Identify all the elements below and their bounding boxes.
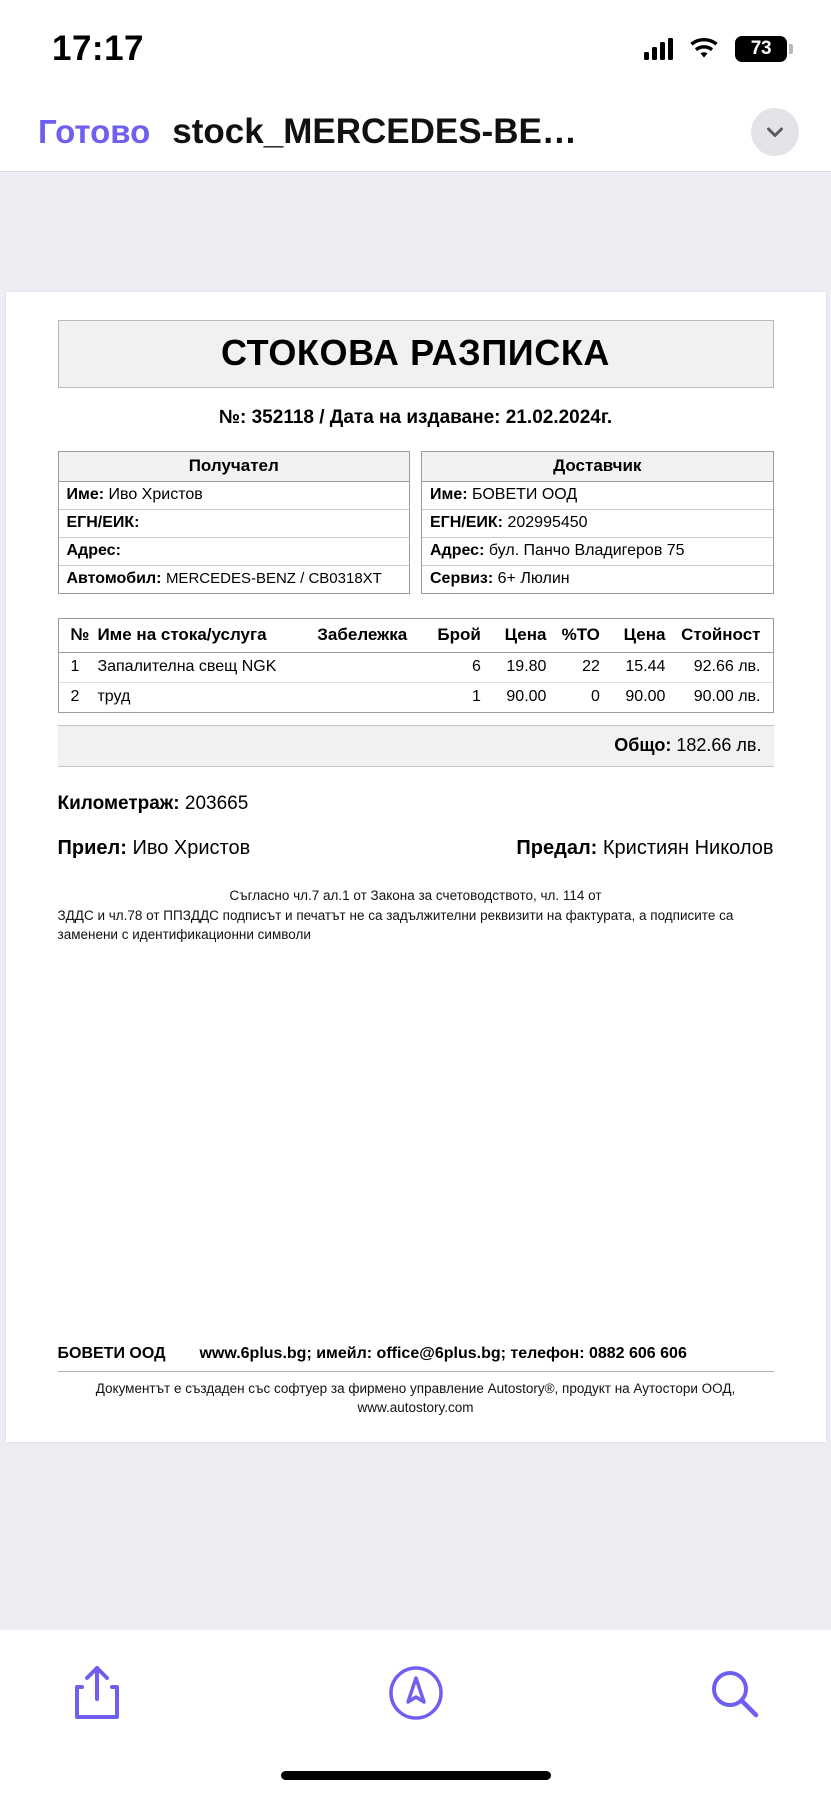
battery-level: 73 (750, 38, 772, 59)
legal-line-1: Съгласно чл.7 ал.1 от Закона за счетоводството, чл. 114 от (229, 888, 602, 903)
legal-note (58, 886, 774, 945)
table-row (59, 683, 773, 713)
mileage-value: 203665 (184, 793, 249, 814)
handed-value: Кристиян Николов (602, 837, 774, 859)
receiver-block (58, 451, 411, 594)
receiver-header: Получател (59, 452, 410, 482)
item-vat: 22 (550, 653, 603, 683)
document-scroll-area[interactable] (0, 172, 831, 1629)
item-price: 90.00 (506, 688, 547, 705)
status-bar (0, 0, 831, 92)
items-table (58, 618, 774, 713)
item-note (313, 653, 428, 683)
supplier-name-label: Име: (430, 486, 468, 503)
supplier-row-service (422, 566, 773, 593)
navigation-bar (0, 92, 831, 172)
receiver-row-name (59, 482, 410, 510)
footer-note-line-1: Документът е създаден със софтуер за фирмено управление Autostory®, продукт на Аутостори ООД, (95, 1380, 736, 1396)
mileage-label: Километраж: (57, 793, 180, 814)
item-price: 19.80 (485, 653, 551, 683)
parties-section (58, 451, 774, 594)
status-indicators (644, 30, 787, 62)
supplier-header: Доставчик (422, 452, 773, 482)
receiver-row-id (59, 510, 410, 538)
items-col-price2: Цена (604, 619, 670, 653)
supplier-block (421, 451, 774, 594)
footer-company-name: БОВЕТИ ООД (57, 1344, 166, 1362)
received-value: Иво Христов (132, 837, 251, 859)
total-band (58, 725, 774, 767)
receiver-row-vehicle (59, 566, 410, 593)
receiver-id-label: ЕГН/ЕИК: (66, 514, 140, 531)
total-label: Общо: (614, 735, 672, 755)
item-total: 92.66 лв. (669, 653, 772, 683)
items-col-note: Забележка (313, 619, 428, 653)
search-icon[interactable] (699, 1658, 769, 1728)
total-value: 182.66 лв. (676, 735, 762, 755)
items-col-price: Цена (485, 619, 551, 653)
supplier-id-value: 202995450 (507, 514, 588, 531)
items-col-no: № (59, 619, 94, 653)
received-by (58, 837, 251, 860)
receiver-vehicle-value: MERCEDES-BENZ / CB0318XT (165, 570, 382, 587)
item-total: 90.00 лв. (693, 688, 761, 705)
done-button[interactable]: Готово (38, 112, 151, 150)
footer-note-line-2: www.autostory.com (357, 1400, 474, 1416)
items-col-name: Име на стока/услуга (93, 619, 313, 653)
item-qty: 6 (428, 653, 485, 683)
item-name: труд (97, 688, 131, 705)
cellular-bars-icon (644, 38, 673, 60)
signatures-row (58, 837, 774, 860)
item-price2: 90.00 (625, 688, 666, 705)
share-upload-icon[interactable] (62, 1658, 132, 1728)
item-qty: 1 (471, 688, 481, 705)
battery-indicator (735, 36, 787, 62)
document-title-band (58, 320, 774, 388)
supplier-service-value: 6+ Люлин (497, 570, 570, 587)
document-page (6, 292, 826, 1442)
item-vat: 0 (590, 688, 600, 705)
home-indicator[interactable] (281, 1771, 551, 1780)
document-footer (6, 1345, 826, 1418)
supplier-address-label: Адрес: (430, 542, 485, 559)
document-subtitle: №: 352118 / Дата на издаване: 21.02.2024г. (218, 407, 613, 428)
supplier-row-name (422, 482, 773, 510)
supplier-id-label: ЕГН/ЕИК: (430, 514, 504, 531)
supplier-address-value: бул. Панчо Владигеров 75 (488, 542, 685, 559)
item-no: 1 (59, 653, 94, 683)
supplier-service-label: Сервиз: (430, 570, 494, 587)
receiver-row-address (59, 538, 410, 566)
items-header-row (59, 619, 773, 653)
receiver-name-label: Име: (66, 486, 105, 503)
chevron-down-icon[interactable] (751, 108, 799, 156)
supplier-name-value: БОВЕТИ ООД (472, 486, 578, 503)
legal-line-2: ЗДДС и чл.78 от ППЗДДС подписът и печатът не са задължителни реквизити на фактурата, а подписите са заменени с идентификационни символи (57, 907, 734, 943)
markup-pen-circle-icon[interactable] (381, 1658, 451, 1728)
status-time: 17:17 (52, 29, 145, 68)
items-col-total: Стойност (669, 619, 772, 653)
bottom-toolbar (0, 1630, 831, 1800)
handed-by (516, 837, 773, 860)
table-row (59, 653, 773, 683)
page-title: stock_MERCEDES-BE… (172, 111, 577, 151)
item-price2: 15.44 (604, 653, 670, 683)
items-col-vat: %ТО (550, 619, 603, 653)
wifi-icon (689, 38, 719, 60)
handed-label: Предал: (516, 837, 598, 859)
item-note (313, 683, 428, 713)
receiver-name-value: Иво Христов (108, 486, 203, 503)
mileage-row (58, 793, 774, 815)
received-label: Приел: (57, 837, 127, 859)
item-no: 2 (70, 688, 80, 705)
items-col-qty: Брой (428, 619, 485, 653)
footer-company-row (58, 1345, 774, 1371)
item-name: Запалителна свещ NGK (93, 653, 313, 683)
document-title: СТОКОВА РАЗПИСКА (220, 332, 611, 373)
footer-software-note (58, 1371, 774, 1418)
supplier-row-id (422, 510, 773, 538)
receiver-vehicle-label: Автомобил: (66, 570, 162, 587)
footer-contacts: www.6plus.bg; имейл: office@6plus.bg; телефон: 0882 606 606 (199, 1344, 687, 1362)
receiver-address-label: Адрес: (66, 542, 121, 559)
supplier-row-address (422, 538, 773, 566)
